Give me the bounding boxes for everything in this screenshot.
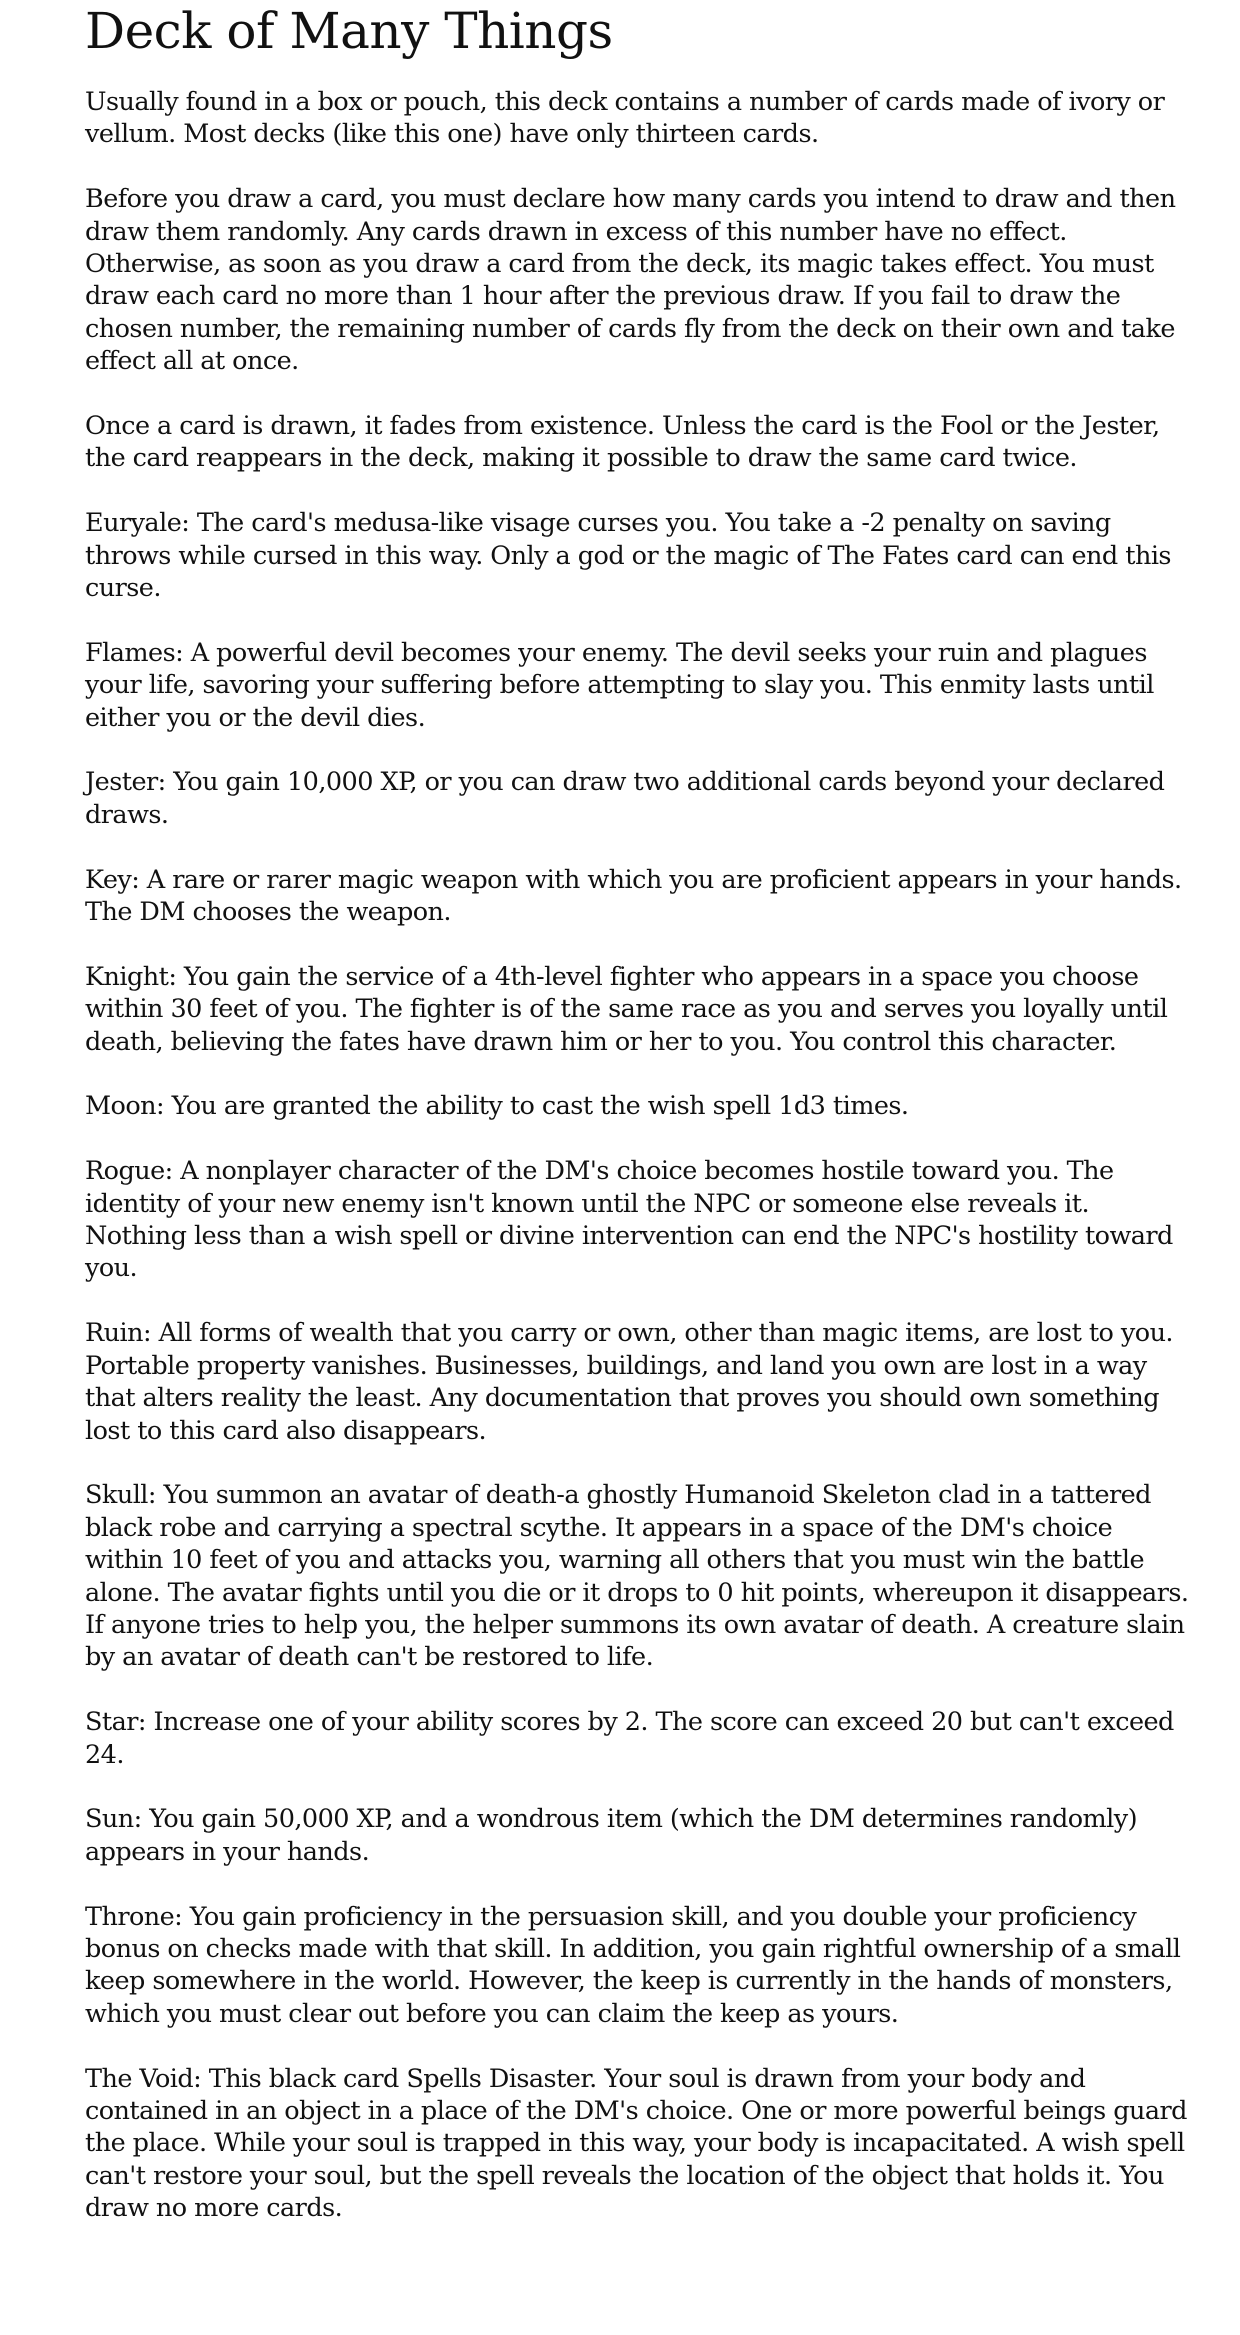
paragraph-card-flames: Flames: A powerful devil becomes your enemy. The devil seeks your ruin and plagues your life, savoring your suffering before attempting to slay you. This enmity lasts until either you or the devil dies. bbox=[85, 637, 1154, 733]
paragraph-card-key: Key: A rare or rarer magic weapon with which you are proficient appears in your hands. The DM chooses the weapon. bbox=[85, 864, 1182, 928]
paragraph-card-skull: Skull: You summon an avatar of death-a ghostly Humanoid Skeleton clad in a tattered black robe and carrying a spectral scythe. It appears in a space of the DM's choice within 10 feet of you and attacks you, warning all others that you must win the battle alone. The avatar fights until you die or it drops to 0 hit points, whereupon it disappears. If anyone tries to help you, the helper summons its own avatar of death. A creature slain by an avatar of death can't be restored to life. bbox=[85, 1480, 1189, 1673]
paragraph-card-throne: Throne: You gain proficiency in the persuasion skill, and you double your proficiency bonus on checks made with that skill. In addition, you gain rightful ownership of a small keep somewhere in the world. However, the keep is currently in the hands of monsters, which you must clear out before you can claim the keep as yours. bbox=[85, 1901, 1181, 2029]
paragraph-card-the-void: The Void: This black card Spells Disaster. Your soul is drawn from your body and contained in an object in a place of the DM's choice. One or more powerful beings guard the place. While your soul is trapped in this way, your body is incapacitated. A wish spell can't restore your soul, but the spell reveals the location of the object that holds it. You draw no more cards. bbox=[85, 2063, 1187, 2224]
paragraph-intro: Usually found in a box or pouch, this deck contains a number of cards made of ivory or vellum. Most decks (like this one) have only thirteen cards. bbox=[85, 87, 1165, 150]
paragraph-card-moon: Moon: You are granted the ability to cast the wish spell 1d3 times. bbox=[85, 1091, 909, 1122]
paragraph-card-euryale: Euryale: The card's medusa-like visage curses you. You take a -2 penalty on saving throws while cursed in this way. Only a god or the magic of The Fates card can end this curse. bbox=[85, 508, 1171, 604]
paragraph-card-ruin: Ruin: All forms of wealth that you carry or own, other than magic items, are lost to you. Portable property vanishes. Businesses, buildings, and land you own are lost in a way that alters reality the least. Any documentation that proves you should own something lost to this card also disappears. bbox=[85, 1318, 1173, 1446]
paragraph-card-fades: Once a card is drawn, it fades from existence. Unless the card is the Fool or the Jester, the card reappears in the deck, making it possible to draw the same card twice. bbox=[85, 411, 1160, 474]
paragraph-card-sun: Sun: You gain 50,000 XP, and a wondrous item (which the DM determines randomly) appears in your hands. bbox=[85, 1804, 1138, 1867]
paragraph-card-star: Star: Increase one of your ability scores by 2. The score can exceed 20 but can't exceed 24. bbox=[85, 1707, 1174, 1770]
paragraph-drawing-rules: Before you draw a card, you must declare how many cards you intend to draw and then draw them randomly. Any cards drawn in excess of this number have no effect. Otherwise, as soon as you draw a card from the deck, its magic takes effect. You must draw each card no more than 1 hour after the previous draw. If you fail to draw the chosen number, the remaining number of cards fly from the deck on their own and take effect all at once. bbox=[85, 184, 1176, 377]
paragraph-card-rogue: Rogue: A nonplayer character of the DM's choice becomes hostile toward you. The identity of your new enemy isn't known until the NPC or someone else reveals it. Nothing less than a wish spell or divine intervention can end the NPC's hostility toward you. bbox=[85, 1156, 1173, 1284]
paragraph-card-jester: Jester: You gain 10,000 XP, or you can draw two additional cards beyond your declared draws. bbox=[85, 767, 1165, 830]
document-page bbox=[85, 0, 1195, 2225]
paragraph-card-knight: Knight: You gain the service of a 4th-level fighter who appears in a space you choose within 30 feet of you. The fighter is of the same race as you and serves you loyally until death, believing the fates have drawn him or her to you. You control this character. bbox=[85, 961, 1168, 1057]
page-title: Deck of Many Things bbox=[85, 2, 613, 60]
